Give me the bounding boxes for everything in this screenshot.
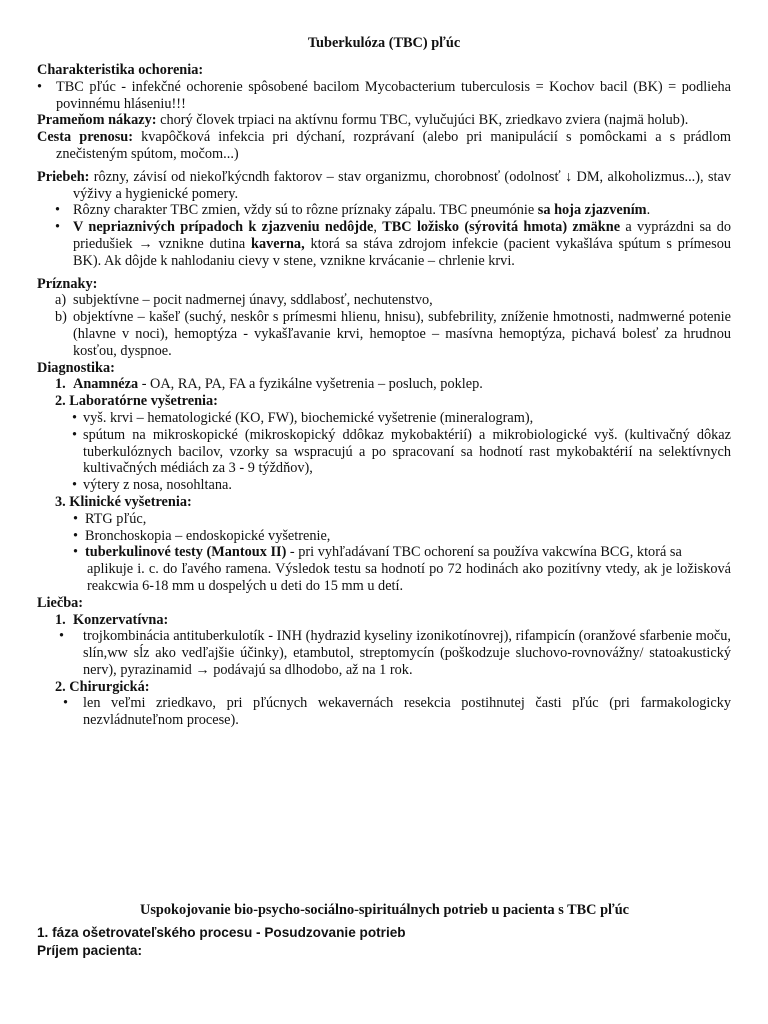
diagnostics-heading: Diagnostika: <box>37 359 115 376</box>
symptoms-marker-b: b) <box>55 309 67 326</box>
symptoms-text-a: subjektívne – pocit nadmernej únavy, sddlabosť, nechutenstvo, <box>73 292 433 309</box>
characteristics-text: TBC pľúc - infekčné ochorenie spôsobené bacilom Mycobacterium tuberculosis = Kochov bacil (BK) = podlieha povinnému hláseniu!!! <box>56 78 731 112</box>
bullet-marker: • <box>55 202 61 219</box>
symptoms-item-a <box>37 292 731 309</box>
clinical-item <box>37 511 731 528</box>
diagnostics-anamnesis <box>37 376 731 393</box>
course-item-1-end: . <box>646 202 651 219</box>
arrow-right-icon: → <box>138 235 153 252</box>
phase-heading: 1. fáza ošetrovateľského procesu - Posudzovanie potrieb <box>37 925 406 940</box>
course-text-b: DM, alkoholizmus...), stav výživy a hygienické pomery. <box>73 168 731 202</box>
course-item-2-emph-b: TBC ložisko (sýrovitá hmota) zmäkne <box>382 219 621 236</box>
characteristics-heading: Charakteristika ochorenia: <box>37 62 204 78</box>
course-item-1-text: Rôzny charakter TBC zmien, vždy sú to rôzne príznaky zápalu. TBC pneumónie <box>73 202 538 219</box>
treatment-heading: Liečba: <box>37 594 84 611</box>
diagnostics-number-1: 1. <box>55 376 66 393</box>
symptoms-item-b <box>37 309 731 359</box>
bullet-marker: • <box>72 477 78 494</box>
course-item-2-text: a vyprázdni sa do priedušiek <box>73 219 732 252</box>
bullet-marker: • <box>72 426 78 443</box>
course-item-2-sep: , <box>373 219 383 236</box>
clinical-item-text: RTG pľúc, <box>85 510 147 527</box>
arrow-right-icon: → <box>195 661 210 678</box>
source-paragraph <box>37 112 731 129</box>
bullet-marker: • <box>72 409 78 426</box>
symptoms-marker-a: a) <box>55 292 67 309</box>
transmission-paragraph <box>37 129 731 163</box>
lab-item <box>37 410 731 427</box>
clinical-item <box>37 528 731 545</box>
document-title: Tuberkulóza (TBC) pľúc <box>307 35 461 51</box>
surgical-heading: 2. Chirurgická: <box>55 678 150 695</box>
course-item-1-emph: sa hoja zjazvením <box>537 202 647 219</box>
document-body <box>37 62 731 729</box>
clinical-item-text: Bronchoskopia – endoskopické vyšetrenie, <box>85 527 331 544</box>
transmission-text: kvapôčková infekcia pri dýchaní, rozprávaní (alebo pri manipulácií s pomôckami a s prádlom znečisteným spútom, močom...) <box>56 129 731 162</box>
lab-item <box>37 477 731 494</box>
course-item-2-text-2: vznikne dutina <box>152 235 252 252</box>
course-item-2-emph-a: V nepriaznivých prípadoch k zjazveniu nedôjde <box>73 219 374 236</box>
bullet-marker: • <box>63 695 69 712</box>
course-item-1 <box>37 202 731 219</box>
source-label: Prameňom nákazy: <box>37 112 157 129</box>
lab-heading: 2. Laboratórne vyšetrenia: <box>55 393 218 410</box>
course-item-2-text-3: ktorá sa stáva zdrojom infekcie (pacient vykašláva spútum s prímesou BK). Ak dôjde k nahlodaniu cievy v stene, vznikne krvácanie – chrlenie krvi. <box>73 235 731 269</box>
source-text: chorý človek trpiaci na aktívnu formu TBC, vylučujúci BK, zriedkavo zviera (najmä holub). <box>156 112 689 129</box>
tuberculin-text: - pri vyhľadávaní TBC ochorení sa používa vakcwína BCG, ktorá sa <box>286 544 682 561</box>
bullet-marker: • <box>59 628 65 645</box>
section2-title: Uspokojovanie bio-psycho-sociálno-spirituálnych potrieb u pacienta s TBC pľúc <box>140 902 630 918</box>
lab-item-text: vyš. krvi – hematologické (KO, FW), biochemické vyšetrenie (mineralogram), <box>83 409 534 426</box>
conservative-label: Konzervatívna: <box>73 611 169 628</box>
bullet-marker: • <box>73 527 79 544</box>
lab-item-text: výtery z nosa, nosohltana. <box>83 477 232 494</box>
conservative-text-end: podávajú sa dlhodobo, až na 1 rok. <box>209 661 413 678</box>
conservative-item <box>37 628 731 678</box>
symptoms-text-b: objektívne – kašeľ (suchý, neskôr s prímesmi hlienu, hnisu), subfebrility, zníženie hmotnosti, nadmwerné potenie (hlavne v noci), hemoptýza - vykašľavanie krvi, hemoptoe – masívna hemoptýza, pichavá bolesť za hrudnou kosťou, dyspnoe. <box>73 309 731 359</box>
bullet-marker: • <box>73 544 79 561</box>
conservative-text: trojkombinácia antituberkulotík - INH (hydrazid kyseliny izonikotínovrej), rifampicín (oranžové sfarbenie moču, slín,ww sĺz ako vedľajšie účinky), etambutol, streptomycín (poškodzuje sluchovo-rovnovážny/ statoakustický nerv), pyrazinamid <box>83 628 731 678</box>
characteristics-bullet <box>37 79 731 113</box>
course-item-2-kaverna: kaverna, <box>251 235 305 252</box>
lab-item <box>37 427 731 477</box>
surgical-text: len veľmi zriedkavo, pri pľúcnych wekavernách resekcia postihnutej časti pľúc (pri farmakologicky nezvládnuteľnom procese). <box>83 695 731 729</box>
admission-heading: Príjem pacienta: <box>37 943 143 958</box>
course-label: Priebeh: <box>37 168 90 185</box>
section2-phase-block <box>37 924 406 960</box>
symptoms-heading: Príznaky: <box>37 275 98 292</box>
course-paragraph <box>37 169 731 203</box>
bullet-marker: • <box>55 219 61 236</box>
anamnesis-label: Anamnéza <box>73 376 139 393</box>
treatment-number-1: 1. <box>55 611 66 628</box>
surgical-item <box>37 695 731 729</box>
anamnesis-text: - OA, RA, PA, FA a fyzikálne vyšetrenia – posluch, poklep. <box>138 376 483 393</box>
bullet-marker: • <box>37 78 43 95</box>
course-text-a: rôzny, závisí od niekoľkýcndh faktorov – stav organizmu, chorobnosť (odolnosť <box>89 168 565 185</box>
course-item-2 <box>37 219 731 269</box>
tuberculin-label: tuberkulinové testy (Mantoux II) <box>85 544 287 561</box>
transmission-label: Cesta prenosu: <box>37 129 134 146</box>
arrow-down-icon: ↓ <box>564 168 573 185</box>
clinical-heading: 3. Klinické vyšetrenia: <box>55 493 192 510</box>
tuberculin-continuation: aplikuje i. c. do ľavého ramena. Výsledok testu sa hodnotí po 72 hodinách ako pozitívny vtedy, ak je ložisková reakcwia 6-18 mm u dospelých u deti do 15 mm u detí. <box>87 561 731 594</box>
bullet-marker: • <box>73 510 79 527</box>
conservative-heading <box>37 612 731 629</box>
lab-item-text: spútum na mikroskopické (mikroskopický ddôkaz mykobaktérií) a mikrobiologické vyš. (kultivačný dôkaz tuberkulóznych bacilov, vzorky sa wspracujú a po spracovaní sa hodnotí rast mykobaktérií na selektívnych kultivačných médiách za 3 - 9 týždňov), <box>83 426 731 477</box>
clinical-item-tuberculin <box>37 544 731 561</box>
